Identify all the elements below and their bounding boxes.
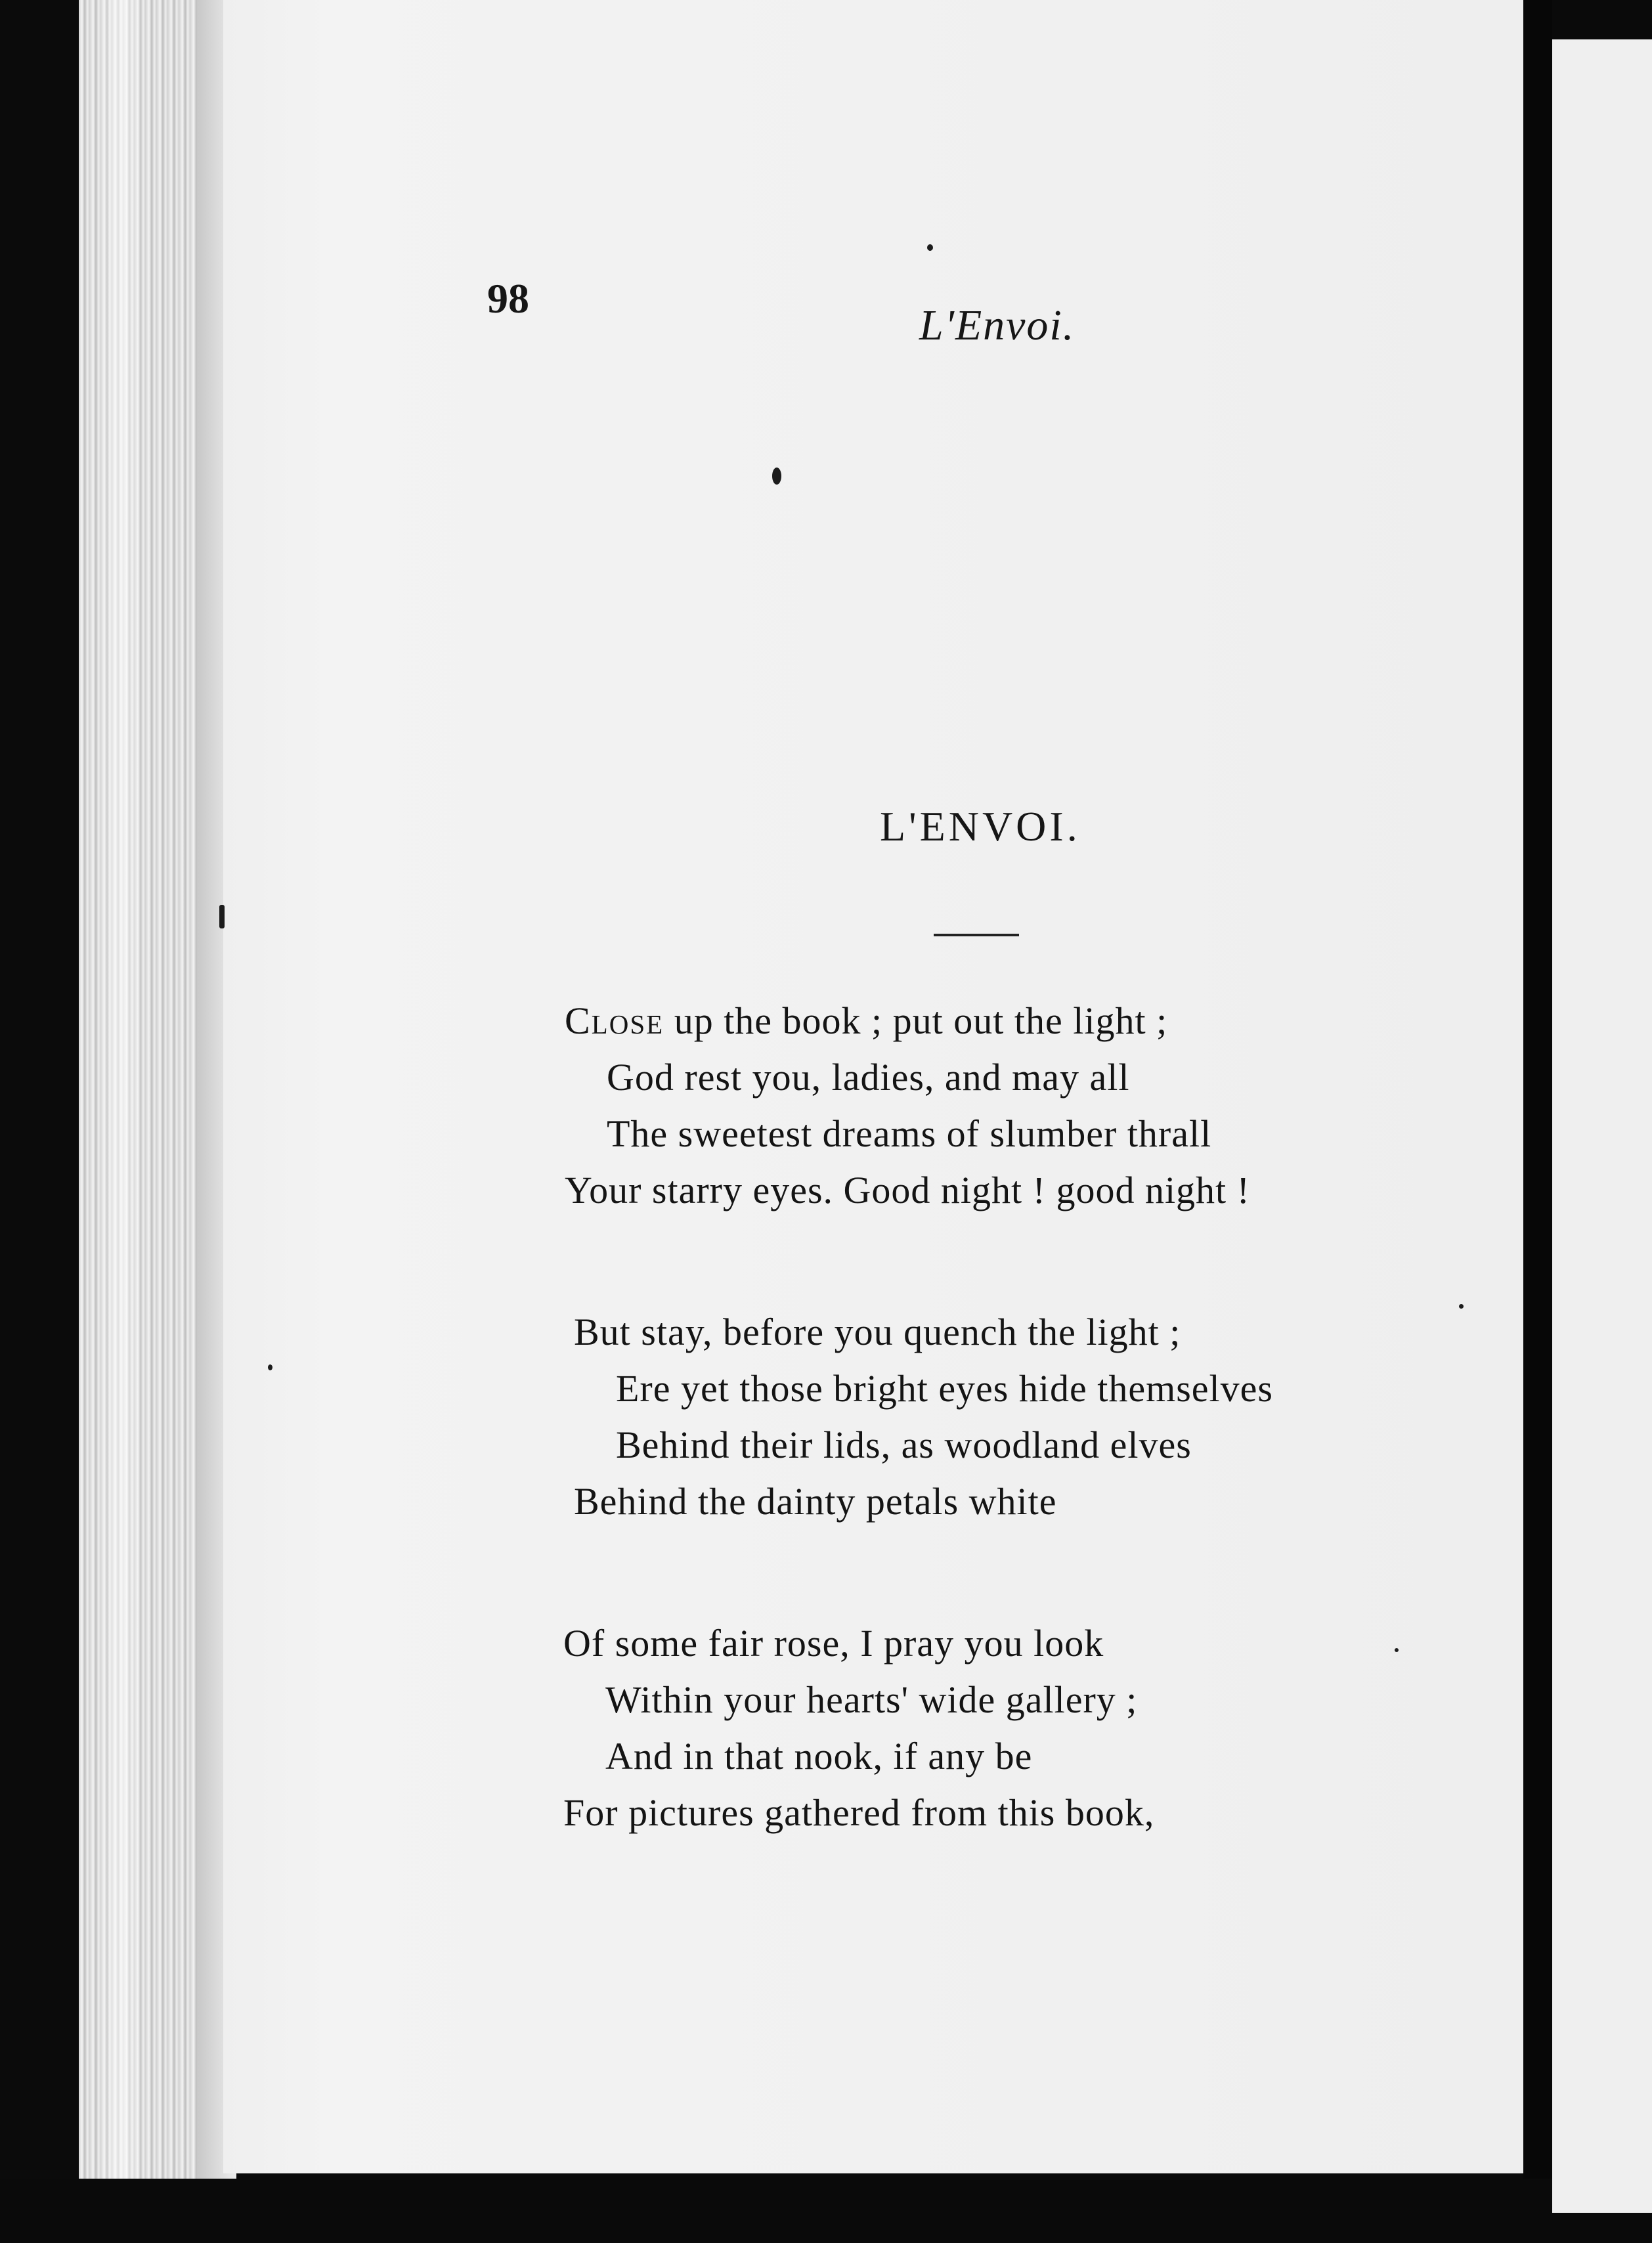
poem-title: L'ENVOI. — [880, 803, 1081, 850]
scan-border-bottom — [0, 2179, 1552, 2243]
poem-line: But stay, before you quench the light ; — [574, 1311, 1181, 1353]
page-number: 98 — [487, 275, 529, 322]
stanza-1 — [565, 993, 1484, 1219]
poem-line: Behind their lids, as woodland elves — [616, 1424, 1192, 1466]
ink-speck — [219, 905, 225, 928]
stanza-2 — [574, 1304, 1493, 1530]
poem-line: Your starry eyes. Good night ! good night ! — [565, 1169, 1250, 1211]
stanza-3 — [563, 1615, 1483, 1841]
line-rest: up the book ; put out the light ; — [664, 999, 1168, 1042]
poem-line: The sweetest dreams of slumber thrall — [607, 1112, 1212, 1155]
poem-line: Behind the dainty petals white — [574, 1480, 1057, 1523]
poem-line — [565, 993, 1484, 1049]
poem-line: Within your hearts' wide gallery ; — [605, 1678, 1138, 1721]
poem-line: And in that nook, if any be — [605, 1735, 1033, 1777]
title-rule — [934, 934, 1019, 936]
poem-line: For pictures gathered from this book, — [563, 1791, 1155, 1834]
ink-speck — [268, 1364, 272, 1370]
scan-border-left — [0, 0, 79, 2243]
ink-speck — [927, 244, 933, 251]
poem-line: Ere yet those bright eyes hide themselves — [616, 1367, 1273, 1410]
ink-speck — [1459, 1304, 1464, 1309]
poem-line: Of some fair rose, I pray you look — [563, 1622, 1104, 1665]
running-title: L'Envoi. — [919, 301, 1076, 349]
binding-gutter — [1523, 0, 1552, 2243]
ink-speck — [1395, 1648, 1399, 1652]
ink-speck — [772, 468, 781, 485]
poem-line: God rest you, ladies, and may all — [607, 1056, 1130, 1099]
facing-page-edge — [1552, 39, 1652, 2213]
drop-word: Close — [565, 999, 664, 1042]
